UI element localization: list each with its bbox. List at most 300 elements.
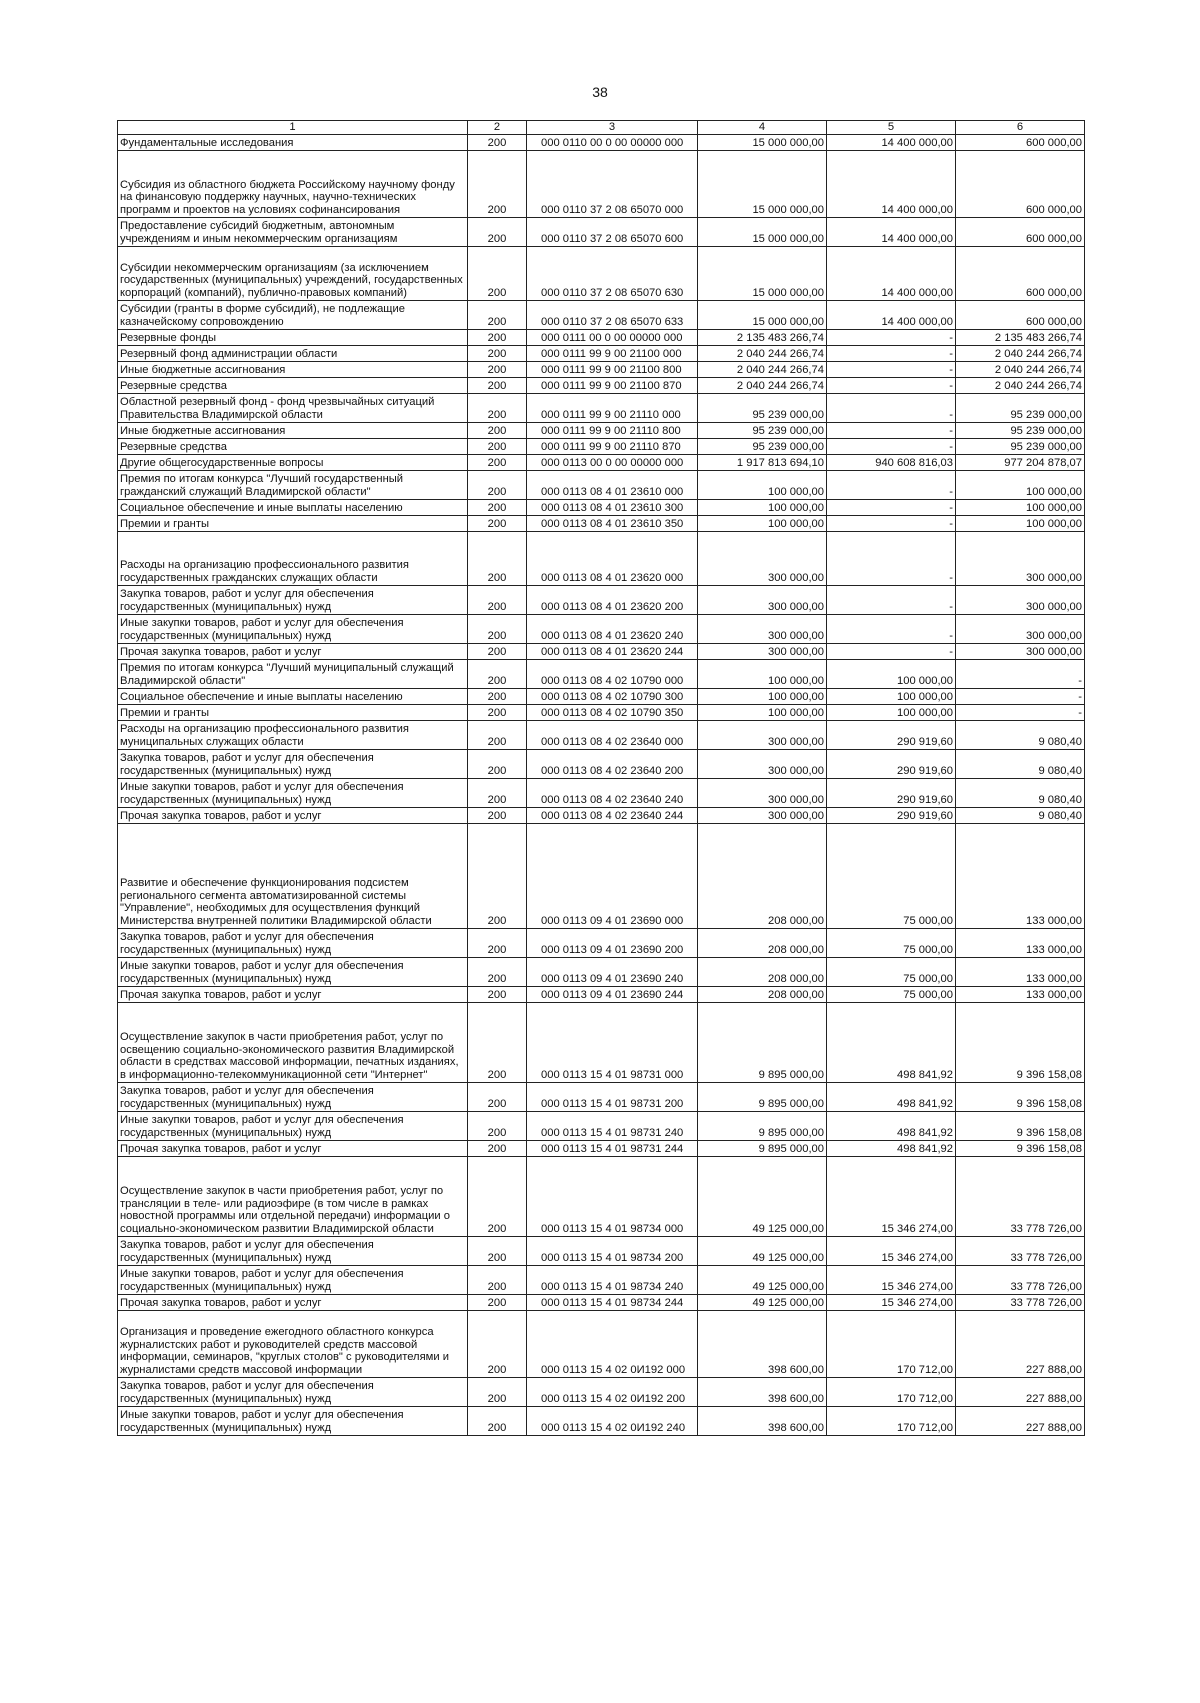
row-admin-code-cell: 200 bbox=[468, 394, 527, 423]
row-amount-executed-cell: - bbox=[827, 471, 956, 500]
table-row bbox=[118, 1407, 1085, 1436]
table-row bbox=[118, 1003, 1085, 1083]
row-amount-approved-cell: 300 000,00 bbox=[698, 586, 827, 615]
row-admin-code-cell: 200 bbox=[468, 689, 527, 705]
row-admin-code-cell: 200 bbox=[468, 615, 527, 644]
row-amount-executed-cell: 498 841,92 bbox=[827, 1083, 956, 1112]
row-amount-executed-cell: 75 000,00 bbox=[827, 824, 956, 929]
row-admin-code-cell: 200 bbox=[468, 1311, 527, 1378]
row-amount-executed-cell: 15 346 274,00 bbox=[827, 1295, 956, 1311]
table-row bbox=[118, 439, 1085, 455]
row-amount-executed-cell: - bbox=[827, 615, 956, 644]
table-row bbox=[118, 660, 1085, 689]
row-admin-code-cell: 200 bbox=[468, 301, 527, 330]
table-row bbox=[118, 455, 1085, 471]
row-budget-code-cell: 000 0113 09 4 01 23690 200 bbox=[527, 929, 698, 958]
row-amount-remaining-cell: 300 000,00 bbox=[956, 586, 1085, 615]
row-admin-code-cell: 200 bbox=[468, 1112, 527, 1141]
row-admin-code-cell: 200 bbox=[468, 721, 527, 750]
row-name-cell: Премии и гранты bbox=[118, 516, 468, 532]
row-budget-code-cell: 000 0113 15 4 01 98734 244 bbox=[527, 1295, 698, 1311]
row-name-cell: Прочая закупка товаров, работ и услуг bbox=[118, 808, 468, 824]
row-amount-executed-cell: 290 919,60 bbox=[827, 808, 956, 824]
row-name-cell: Развитие и обеспечение функционирования подсистем регионального сегмента автоматизированной системы "Управление", необходимых для осуществления функций Министерства внутренней политики Владимирской области bbox=[118, 824, 468, 929]
table-row bbox=[118, 218, 1085, 247]
table-row bbox=[118, 1083, 1085, 1112]
table-row bbox=[118, 615, 1085, 644]
row-amount-executed-cell: 15 346 274,00 bbox=[827, 1266, 956, 1295]
row-budget-code-cell: 000 0113 15 4 01 98734 200 bbox=[527, 1237, 698, 1266]
row-amount-remaining-cell: 227 888,00 bbox=[956, 1407, 1085, 1436]
row-amount-approved-cell: 300 000,00 bbox=[698, 644, 827, 660]
row-amount-executed-cell: 100 000,00 bbox=[827, 689, 956, 705]
table-row bbox=[118, 1112, 1085, 1141]
row-name-cell: Прочая закупка товаров, работ и услуг bbox=[118, 1141, 468, 1157]
row-budget-code-cell: 000 0111 99 9 00 21110 800 bbox=[527, 423, 698, 439]
row-admin-code-cell: 200 bbox=[468, 135, 527, 151]
row-name-cell: Закупка товаров, работ и услуг для обеспечения государственных (муниципальных) нужд bbox=[118, 1237, 468, 1266]
row-admin-code-cell: 200 bbox=[468, 808, 527, 824]
row-admin-code-cell: 200 bbox=[468, 1378, 527, 1407]
row-amount-remaining-cell: 227 888,00 bbox=[956, 1378, 1085, 1407]
row-amount-remaining-cell: 977 204 878,07 bbox=[956, 455, 1085, 471]
row-name-cell: Осуществление закупок в части приобретения работ, услуг по освещению социально-экономического развития Владимирской области в средствах массовой информации, печатных изданиях, в информационно-телекоммуникационной сети "Интернет" bbox=[118, 1003, 468, 1083]
row-amount-approved-cell: 2 040 244 266,74 bbox=[698, 362, 827, 378]
row-budget-code-cell: 000 0113 15 4 02 0И192 000 bbox=[527, 1311, 698, 1378]
row-budget-code-cell: 000 0113 08 4 02 10790 350 bbox=[527, 705, 698, 721]
column-header: 3 bbox=[527, 121, 698, 135]
row-amount-approved-cell: 1 917 813 694,10 bbox=[698, 455, 827, 471]
row-admin-code-cell: 200 bbox=[468, 423, 527, 439]
row-admin-code-cell: 200 bbox=[468, 1266, 527, 1295]
row-amount-executed-cell: 15 346 274,00 bbox=[827, 1237, 956, 1266]
table-row bbox=[118, 1311, 1085, 1378]
row-admin-code-cell: 200 bbox=[468, 378, 527, 394]
row-amount-remaining-cell: 133 000,00 bbox=[956, 958, 1085, 987]
row-admin-code-cell: 200 bbox=[468, 247, 527, 301]
row-budget-code-cell: 000 0110 00 0 00 00000 000 bbox=[527, 135, 698, 151]
row-amount-executed-cell: 170 712,00 bbox=[827, 1407, 956, 1436]
row-budget-code-cell: 000 0113 15 4 01 98734 000 bbox=[527, 1157, 698, 1237]
row-budget-code-cell: 000 0113 08 4 01 23620 244 bbox=[527, 644, 698, 660]
table-row bbox=[118, 1295, 1085, 1311]
row-budget-code-cell: 000 0110 37 2 08 65070 630 bbox=[527, 247, 698, 301]
row-amount-approved-cell: 300 000,00 bbox=[698, 808, 827, 824]
row-amount-approved-cell: 208 000,00 bbox=[698, 824, 827, 929]
row-amount-approved-cell: 95 239 000,00 bbox=[698, 394, 827, 423]
row-amount-executed-cell: 290 919,60 bbox=[827, 750, 956, 779]
table-row bbox=[118, 1266, 1085, 1295]
row-admin-code-cell: 200 bbox=[468, 824, 527, 929]
row-budget-code-cell: 000 0113 09 4 01 23690 240 bbox=[527, 958, 698, 987]
row-amount-executed-cell: - bbox=[827, 394, 956, 423]
row-name-cell: Резервные средства bbox=[118, 439, 468, 455]
row-amount-approved-cell: 49 125 000,00 bbox=[698, 1266, 827, 1295]
row-admin-code-cell: 200 bbox=[468, 929, 527, 958]
row-amount-executed-cell: 170 712,00 bbox=[827, 1311, 956, 1378]
table-header-row bbox=[118, 121, 1085, 135]
table-row bbox=[118, 1157, 1085, 1237]
row-amount-approved-cell: 15 000 000,00 bbox=[698, 218, 827, 247]
table-row bbox=[118, 362, 1085, 378]
row-name-cell: Иные закупки товаров, работ и услуг для обеспечения государственных (муниципальных) нужд bbox=[118, 615, 468, 644]
row-amount-remaining-cell: 95 239 000,00 bbox=[956, 439, 1085, 455]
column-header: 5 bbox=[827, 121, 956, 135]
table-row bbox=[118, 394, 1085, 423]
row-amount-approved-cell: 9 895 000,00 bbox=[698, 1112, 827, 1141]
row-admin-code-cell: 200 bbox=[468, 1237, 527, 1266]
row-budget-code-cell: 000 0113 08 4 02 23640 240 bbox=[527, 779, 698, 808]
row-name-cell: Расходы на организацию профессионального развития муниципальных служащих области bbox=[118, 721, 468, 750]
row-amount-executed-cell: 15 346 274,00 bbox=[827, 1157, 956, 1237]
row-amount-remaining-cell: 33 778 726,00 bbox=[956, 1266, 1085, 1295]
table-row bbox=[118, 301, 1085, 330]
table-row bbox=[118, 471, 1085, 500]
row-admin-code-cell: 200 bbox=[468, 500, 527, 516]
row-amount-approved-cell: 100 000,00 bbox=[698, 689, 827, 705]
row-amount-executed-cell: 170 712,00 bbox=[827, 1378, 956, 1407]
row-name-cell: Закупка товаров, работ и услуг для обеспечения государственных (муниципальных) нужд bbox=[118, 1083, 468, 1112]
row-amount-approved-cell: 9 895 000,00 bbox=[698, 1141, 827, 1157]
row-amount-approved-cell: 208 000,00 bbox=[698, 987, 827, 1003]
row-name-cell: Фундаментальные исследования bbox=[118, 135, 468, 151]
row-name-cell: Прочая закупка товаров, работ и услуг bbox=[118, 1295, 468, 1311]
row-amount-executed-cell: - bbox=[827, 516, 956, 532]
row-budget-code-cell: 000 0113 08 4 02 23640 000 bbox=[527, 721, 698, 750]
row-amount-remaining-cell: - bbox=[956, 660, 1085, 689]
table-row bbox=[118, 346, 1085, 362]
row-amount-approved-cell: 100 000,00 bbox=[698, 500, 827, 516]
row-budget-code-cell: 000 0113 08 4 01 23620 240 bbox=[527, 615, 698, 644]
row-name-cell: Субсидия из областного бюджета Российскому научному фонду на финансовую поддержку научных, научно-технических программ и проектов на условиях софинансирования bbox=[118, 151, 468, 218]
row-amount-executed-cell: 75 000,00 bbox=[827, 958, 956, 987]
row-budget-code-cell: 000 0113 15 4 02 0И192 240 bbox=[527, 1407, 698, 1436]
row-amount-approved-cell: 95 239 000,00 bbox=[698, 439, 827, 455]
row-name-cell: Иные закупки товаров, работ и услуг для обеспечения государственных (муниципальных) нужд bbox=[118, 1266, 468, 1295]
row-admin-code-cell: 200 bbox=[468, 586, 527, 615]
row-admin-code-cell: 200 bbox=[468, 455, 527, 471]
row-admin-code-cell: 200 bbox=[468, 1141, 527, 1157]
row-name-cell: Закупка товаров, работ и услуг для обеспечения государственных (муниципальных) нужд bbox=[118, 929, 468, 958]
row-admin-code-cell: 200 bbox=[468, 958, 527, 987]
row-budget-code-cell: 000 0113 08 4 01 23620 200 bbox=[527, 586, 698, 615]
row-amount-remaining-cell: 9 080,40 bbox=[956, 721, 1085, 750]
row-amount-remaining-cell: - bbox=[956, 705, 1085, 721]
row-budget-code-cell: 000 0111 99 9 00 21110 870 bbox=[527, 439, 698, 455]
row-amount-executed-cell: 100 000,00 bbox=[827, 705, 956, 721]
row-name-cell: Иные бюджетные ассигнования bbox=[118, 423, 468, 439]
row-amount-approved-cell: 208 000,00 bbox=[698, 958, 827, 987]
row-budget-code-cell: 000 0113 08 4 01 23610 300 bbox=[527, 500, 698, 516]
column-header: 6 bbox=[956, 121, 1085, 135]
page-number: 38 bbox=[592, 84, 608, 100]
row-admin-code-cell: 200 bbox=[468, 1083, 527, 1112]
row-name-cell: Резервные фонды bbox=[118, 330, 468, 346]
row-admin-code-cell: 200 bbox=[468, 750, 527, 779]
table-row bbox=[118, 330, 1085, 346]
table-row bbox=[118, 423, 1085, 439]
row-amount-approved-cell: 300 000,00 bbox=[698, 721, 827, 750]
row-amount-remaining-cell: 133 000,00 bbox=[956, 987, 1085, 1003]
row-name-cell: Иные бюджетные ассигнования bbox=[118, 362, 468, 378]
row-name-cell: Иные закупки товаров, работ и услуг для обеспечения государственных (муниципальных) нужд bbox=[118, 958, 468, 987]
row-amount-executed-cell: 14 400 000,00 bbox=[827, 218, 956, 247]
row-amount-remaining-cell: 133 000,00 bbox=[956, 824, 1085, 929]
row-amount-remaining-cell: 600 000,00 bbox=[956, 247, 1085, 301]
row-amount-executed-cell: 14 400 000,00 bbox=[827, 151, 956, 218]
row-amount-approved-cell: 398 600,00 bbox=[698, 1378, 827, 1407]
table-row bbox=[118, 689, 1085, 705]
row-budget-code-cell: 000 0113 15 4 01 98731 200 bbox=[527, 1083, 698, 1112]
row-budget-code-cell: 000 0110 37 2 08 65070 000 bbox=[527, 151, 698, 218]
row-amount-executed-cell: 290 919,60 bbox=[827, 721, 956, 750]
row-amount-approved-cell: 208 000,00 bbox=[698, 929, 827, 958]
table-row bbox=[118, 135, 1085, 151]
table-row bbox=[118, 1237, 1085, 1266]
row-amount-remaining-cell: - bbox=[956, 689, 1085, 705]
row-budget-code-cell: 000 0113 08 4 02 10790 300 bbox=[527, 689, 698, 705]
row-amount-remaining-cell: 300 000,00 bbox=[956, 532, 1085, 586]
row-amount-remaining-cell: 9 080,40 bbox=[956, 808, 1085, 824]
row-admin-code-cell: 200 bbox=[468, 532, 527, 586]
row-admin-code-cell: 200 bbox=[468, 1003, 527, 1083]
row-budget-code-cell: 000 0111 00 0 00 00000 000 bbox=[527, 330, 698, 346]
row-name-cell: Закупка товаров, работ и услуг для обеспечения государственных (муниципальных) нужд bbox=[118, 750, 468, 779]
row-amount-remaining-cell: 9 080,40 bbox=[956, 750, 1085, 779]
row-name-cell: Резервные средства bbox=[118, 378, 468, 394]
row-amount-remaining-cell: 600 000,00 bbox=[956, 135, 1085, 151]
row-budget-code-cell: 000 0110 37 2 08 65070 633 bbox=[527, 301, 698, 330]
row-amount-remaining-cell: 9 396 158,08 bbox=[956, 1083, 1085, 1112]
row-amount-approved-cell: 95 239 000,00 bbox=[698, 423, 827, 439]
row-amount-executed-cell: 14 400 000,00 bbox=[827, 135, 956, 151]
row-amount-approved-cell: 100 000,00 bbox=[698, 471, 827, 500]
row-budget-code-cell: 000 0113 00 0 00 00000 000 bbox=[527, 455, 698, 471]
row-amount-executed-cell: - bbox=[827, 346, 956, 362]
row-amount-remaining-cell: 2 040 244 266,74 bbox=[956, 362, 1085, 378]
column-header: 4 bbox=[698, 121, 827, 135]
row-admin-code-cell: 200 bbox=[468, 218, 527, 247]
row-admin-code-cell: 200 bbox=[468, 1157, 527, 1237]
row-name-cell: Резервный фонд администрации области bbox=[118, 346, 468, 362]
row-amount-remaining-cell: 2 040 244 266,74 bbox=[956, 346, 1085, 362]
table-row bbox=[118, 151, 1085, 218]
row-budget-code-cell: 000 0113 15 4 01 98734 240 bbox=[527, 1266, 698, 1295]
row-amount-executed-cell: 14 400 000,00 bbox=[827, 247, 956, 301]
row-budget-code-cell: 000 0113 08 4 01 23610 000 bbox=[527, 471, 698, 500]
row-amount-executed-cell: - bbox=[827, 586, 956, 615]
row-name-cell: Иные закупки товаров, работ и услуг для обеспечения государственных (муниципальных) нужд bbox=[118, 779, 468, 808]
row-name-cell: Премия по итогам конкурса "Лучший муниципальный служащий Владимирской области" bbox=[118, 660, 468, 689]
row-amount-remaining-cell: 300 000,00 bbox=[956, 615, 1085, 644]
row-admin-code-cell: 200 bbox=[468, 1407, 527, 1436]
row-amount-remaining-cell: 227 888,00 bbox=[956, 1311, 1085, 1378]
row-budget-code-cell: 000 0110 37 2 08 65070 600 bbox=[527, 218, 698, 247]
table-row bbox=[118, 808, 1085, 824]
row-amount-remaining-cell: 100 000,00 bbox=[956, 500, 1085, 516]
table-row bbox=[118, 824, 1085, 929]
row-amount-executed-cell: - bbox=[827, 532, 956, 586]
row-amount-remaining-cell: 9 396 158,08 bbox=[956, 1003, 1085, 1083]
row-budget-code-cell: 000 0113 08 4 01 23620 000 bbox=[527, 532, 698, 586]
row-amount-remaining-cell: 2 040 244 266,74 bbox=[956, 378, 1085, 394]
row-amount-approved-cell: 300 000,00 bbox=[698, 615, 827, 644]
column-header: 1 bbox=[118, 121, 468, 135]
table-row bbox=[118, 644, 1085, 660]
row-name-cell: Другие общегосударственные вопросы bbox=[118, 455, 468, 471]
table-row bbox=[118, 1141, 1085, 1157]
row-name-cell: Прочая закупка товаров, работ и услуг bbox=[118, 987, 468, 1003]
row-budget-code-cell: 000 0113 08 4 02 23640 200 bbox=[527, 750, 698, 779]
row-amount-approved-cell: 398 600,00 bbox=[698, 1407, 827, 1436]
row-amount-executed-cell: 498 841,92 bbox=[827, 1003, 956, 1083]
row-amount-remaining-cell: 2 135 483 266,74 bbox=[956, 330, 1085, 346]
row-name-cell: Иные закупки товаров, работ и услуг для обеспечения государственных (муниципальных) нужд bbox=[118, 1407, 468, 1436]
table-row bbox=[118, 500, 1085, 516]
row-amount-approved-cell: 15 000 000,00 bbox=[698, 301, 827, 330]
row-budget-code-cell: 000 0111 99 9 00 21100 800 bbox=[527, 362, 698, 378]
row-budget-code-cell: 000 0111 99 9 00 21100 870 bbox=[527, 378, 698, 394]
row-admin-code-cell: 200 bbox=[468, 151, 527, 218]
row-name-cell: Закупка товаров, работ и услуг для обеспечения государственных (муниципальных) нужд bbox=[118, 1378, 468, 1407]
row-amount-remaining-cell: 9 080,40 bbox=[956, 779, 1085, 808]
row-budget-code-cell: 000 0113 15 4 01 98731 000 bbox=[527, 1003, 698, 1083]
row-budget-code-cell: 000 0113 09 4 01 23690 000 bbox=[527, 824, 698, 929]
row-amount-approved-cell: 300 000,00 bbox=[698, 779, 827, 808]
table-body bbox=[118, 135, 1085, 1436]
row-amount-approved-cell: 100 000,00 bbox=[698, 705, 827, 721]
row-budget-code-cell: 000 0113 08 4 02 10790 000 bbox=[527, 660, 698, 689]
row-amount-remaining-cell: 33 778 726,00 bbox=[956, 1157, 1085, 1237]
row-budget-code-cell: 000 0113 15 4 01 98731 244 bbox=[527, 1141, 698, 1157]
row-amount-executed-cell: 75 000,00 bbox=[827, 987, 956, 1003]
row-amount-approved-cell: 300 000,00 bbox=[698, 532, 827, 586]
row-amount-approved-cell: 2 040 244 266,74 bbox=[698, 346, 827, 362]
row-amount-executed-cell: - bbox=[827, 378, 956, 394]
row-name-cell: Осуществление закупок в части приобретения работ, услуг по трансляции в теле- или радиоэфире (в том числе в рамках новостной программы или отдельной передачи) информации о социально-экономическом развитии Владимирской области bbox=[118, 1157, 468, 1237]
row-amount-approved-cell: 49 125 000,00 bbox=[698, 1237, 827, 1266]
row-amount-approved-cell: 49 125 000,00 bbox=[698, 1157, 827, 1237]
row-amount-remaining-cell: 33 778 726,00 bbox=[956, 1295, 1085, 1311]
row-amount-approved-cell: 398 600,00 bbox=[698, 1311, 827, 1378]
row-admin-code-cell: 200 bbox=[468, 1295, 527, 1311]
row-name-cell: Премия по итогам конкурса "Лучший государственный гражданский служащий Владимирской области" bbox=[118, 471, 468, 500]
row-amount-executed-cell: - bbox=[827, 644, 956, 660]
row-admin-code-cell: 200 bbox=[468, 439, 527, 455]
row-amount-approved-cell: 100 000,00 bbox=[698, 660, 827, 689]
row-name-cell: Закупка товаров, работ и услуг для обеспечения государственных (муниципальных) нужд bbox=[118, 586, 468, 615]
row-amount-executed-cell: 290 919,60 bbox=[827, 779, 956, 808]
row-name-cell: Областной резервный фонд - фонд чрезвычайных ситуаций Правительства Владимирской области bbox=[118, 394, 468, 423]
row-amount-approved-cell: 9 895 000,00 bbox=[698, 1083, 827, 1112]
row-admin-code-cell: 200 bbox=[468, 644, 527, 660]
row-amount-remaining-cell: 9 396 158,08 bbox=[956, 1112, 1085, 1141]
budget-table bbox=[117, 120, 1085, 1436]
row-amount-approved-cell: 15 000 000,00 bbox=[698, 247, 827, 301]
table-row bbox=[118, 958, 1085, 987]
table-row bbox=[118, 929, 1085, 958]
row-name-cell: Субсидии (гранты в форме субсидий), не подлежащие казначейскому сопровождению bbox=[118, 301, 468, 330]
row-amount-remaining-cell: 9 396 158,08 bbox=[956, 1141, 1085, 1157]
row-amount-executed-cell: - bbox=[827, 423, 956, 439]
row-admin-code-cell: 200 bbox=[468, 705, 527, 721]
table-row bbox=[118, 586, 1085, 615]
row-amount-remaining-cell: 600 000,00 bbox=[956, 218, 1085, 247]
row-amount-remaining-cell: 33 778 726,00 bbox=[956, 1237, 1085, 1266]
row-name-cell: Предоставление субсидий бюджетным, автономным учреждениям и иным некоммерческим организациям bbox=[118, 218, 468, 247]
row-admin-code-cell: 200 bbox=[468, 660, 527, 689]
row-amount-executed-cell: 75 000,00 bbox=[827, 929, 956, 958]
row-name-cell: Премии и гранты bbox=[118, 705, 468, 721]
row-amount-approved-cell: 300 000,00 bbox=[698, 750, 827, 779]
row-name-cell: Организация и проведение ежегодного областного конкурса журналистских работ и руководителей средств массовой информации, семинаров, "круглых столов" с руководителями и журналистами средств массовой информации bbox=[118, 1311, 468, 1378]
column-header: 2 bbox=[468, 121, 527, 135]
row-amount-approved-cell: 2 040 244 266,74 bbox=[698, 378, 827, 394]
row-amount-executed-cell: 498 841,92 bbox=[827, 1112, 956, 1141]
row-budget-code-cell: 000 0113 15 4 02 0И192 200 bbox=[527, 1378, 698, 1407]
row-admin-code-cell: 200 bbox=[468, 330, 527, 346]
row-name-cell: Социальное обеспечение и иные выплаты населению bbox=[118, 500, 468, 516]
row-budget-code-cell: 000 0113 15 4 01 98731 240 bbox=[527, 1112, 698, 1141]
row-amount-approved-cell: 49 125 000,00 bbox=[698, 1295, 827, 1311]
row-name-cell: Иные закупки товаров, работ и услуг для обеспечения государственных (муниципальных) нужд bbox=[118, 1112, 468, 1141]
row-admin-code-cell: 200 bbox=[468, 362, 527, 378]
table-row bbox=[118, 721, 1085, 750]
table-row bbox=[118, 378, 1085, 394]
row-amount-executed-cell: 14 400 000,00 bbox=[827, 301, 956, 330]
table-row bbox=[118, 779, 1085, 808]
row-amount-executed-cell: 100 000,00 bbox=[827, 660, 956, 689]
row-amount-approved-cell: 15 000 000,00 bbox=[698, 151, 827, 218]
row-amount-approved-cell: 15 000 000,00 bbox=[698, 135, 827, 151]
row-amount-executed-cell: - bbox=[827, 330, 956, 346]
table-row bbox=[118, 705, 1085, 721]
table-row bbox=[118, 247, 1085, 301]
row-amount-approved-cell: 100 000,00 bbox=[698, 516, 827, 532]
row-name-cell: Субсидии некоммерческим организациям (за исключением государственных (муниципальных) учреждений, государственных корпораций (компаний), публично-правовых компаний) bbox=[118, 247, 468, 301]
row-name-cell: Расходы на организацию профессионального развития государственных гражданских служащих области bbox=[118, 532, 468, 586]
row-amount-executed-cell: 498 841,92 bbox=[827, 1141, 956, 1157]
row-admin-code-cell: 200 bbox=[468, 471, 527, 500]
table-row bbox=[118, 516, 1085, 532]
row-name-cell: Социальное обеспечение и иные выплаты населению bbox=[118, 689, 468, 705]
row-amount-remaining-cell: 95 239 000,00 bbox=[956, 423, 1085, 439]
row-amount-executed-cell: 940 608 816,03 bbox=[827, 455, 956, 471]
row-name-cell: Прочая закупка товаров, работ и услуг bbox=[118, 644, 468, 660]
row-amount-approved-cell: 9 895 000,00 bbox=[698, 1003, 827, 1083]
row-amount-remaining-cell: 100 000,00 bbox=[956, 516, 1085, 532]
row-amount-remaining-cell: 300 000,00 bbox=[956, 644, 1085, 660]
table-row bbox=[118, 1378, 1085, 1407]
table-row bbox=[118, 532, 1085, 586]
row-amount-remaining-cell: 133 000,00 bbox=[956, 929, 1085, 958]
row-budget-code-cell: 000 0113 08 4 01 23610 350 bbox=[527, 516, 698, 532]
row-admin-code-cell: 200 bbox=[468, 987, 527, 1003]
row-amount-remaining-cell: 100 000,00 bbox=[956, 471, 1085, 500]
row-budget-code-cell: 000 0111 99 9 00 21110 000 bbox=[527, 394, 698, 423]
row-amount-remaining-cell: 95 239 000,00 bbox=[956, 394, 1085, 423]
row-amount-remaining-cell: 600 000,00 bbox=[956, 301, 1085, 330]
row-admin-code-cell: 200 bbox=[468, 346, 527, 362]
row-amount-remaining-cell: 600 000,00 bbox=[956, 151, 1085, 218]
row-budget-code-cell: 000 0111 99 9 00 21100 000 bbox=[527, 346, 698, 362]
row-budget-code-cell: 000 0113 09 4 01 23690 244 bbox=[527, 987, 698, 1003]
row-admin-code-cell: 200 bbox=[468, 516, 527, 532]
row-amount-executed-cell: - bbox=[827, 439, 956, 455]
row-amount-approved-cell: 2 135 483 266,74 bbox=[698, 330, 827, 346]
row-amount-executed-cell: - bbox=[827, 362, 956, 378]
row-amount-executed-cell: - bbox=[827, 500, 956, 516]
